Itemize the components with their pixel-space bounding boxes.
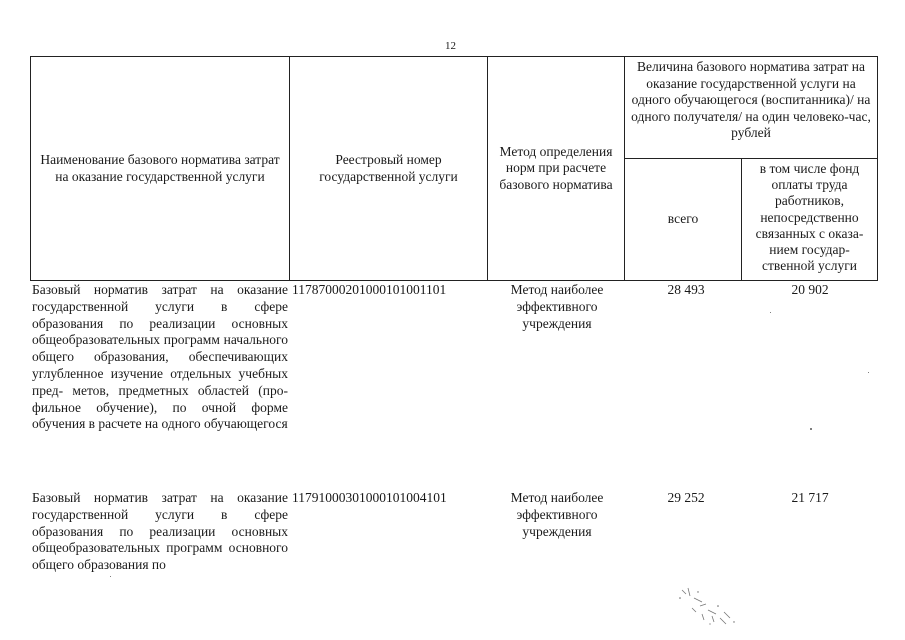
header-registry-cell (290, 57, 488, 281)
header-total-cell (625, 159, 742, 281)
row-name: Базовый норматив затрат на оказание государственной услуги в сфере образования по реализации основных общеобразовательных программ начального общего образования, обеспечивающих углубленное изучение отдельных учебных пред- метов, предметных областей (про- фильное обучение), по очной форме обучения в расчете на одного обучающегося (32, 282, 288, 432)
scan-speck (868, 372, 869, 373)
header-registry-label: Реестровый номер государственной услуги (319, 152, 458, 184)
scan-speck (110, 576, 111, 577)
header-value-group-cell (625, 57, 878, 159)
page-number: 12 (445, 40, 456, 52)
header-name-cell (31, 57, 290, 281)
scan-speck (770, 312, 771, 313)
row-method: Метод наиболее эффективного учреждения (510, 490, 604, 539)
header-method-cell (488, 57, 625, 281)
header-name-label: Наименование базового норматива затрат на оказание государственной услуги (40, 152, 280, 184)
header-method-label: Метод определения норм при расчете базового норматива (499, 143, 613, 192)
row-name: Базовый норматив затрат на оказание государственной услуги в сфере образования по реализации основных общеобразовательных программ основного общего образования по (32, 490, 288, 573)
table-header (30, 56, 878, 281)
header-value-group-label: Величина базового норматива затрат на оказание государственной услуги на одного обучающегося (воспитанника)/ на одного получателя/ на один человеко-час, рублей (631, 59, 871, 141)
row-fund-value: 21 717 (791, 490, 829, 505)
header-fund-label: в том числе фонд оплаты труда работников, непосредственно связанных с оказа- нием государ- ственной услуги (755, 161, 864, 274)
row-method: Метод наиболее эффективного учреждения (510, 282, 604, 331)
header-fund-cell (742, 159, 878, 281)
scan-noise-mark (672, 584, 742, 628)
scan-speck (810, 428, 812, 430)
row-total-value: 29 252 (667, 490, 705, 505)
row-registry-number: 11791000301000101004101 (292, 490, 447, 505)
row-total-value: 28 493 (667, 282, 705, 297)
header-total-label: всего (667, 211, 699, 227)
row-registry-number: 11787000201000101001101 (292, 282, 447, 297)
row-fund-value: 20 902 (791, 282, 829, 297)
